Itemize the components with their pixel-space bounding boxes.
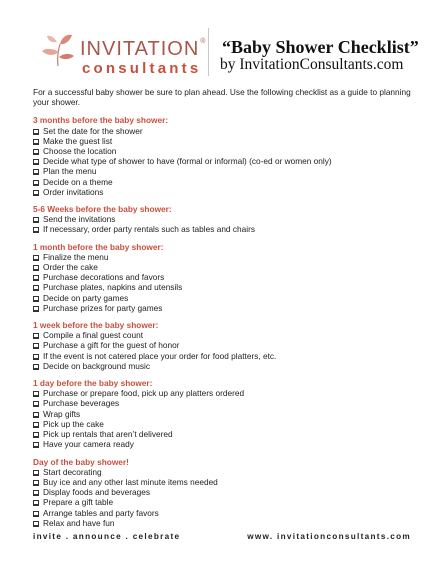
checklist-item-label: Have your camera ready xyxy=(43,439,134,450)
checkbox-icon[interactable] xyxy=(33,343,39,349)
footer-website: www. invitationconsultants.com xyxy=(247,532,411,541)
checklist-item-label: Purchase a gift for the guest of honor xyxy=(43,340,180,351)
checkbox-icon[interactable] xyxy=(33,285,39,291)
checklist-item-label: Pick up the cake xyxy=(43,418,104,429)
page-header xyxy=(0,0,440,82)
checklist-item-label: If the event is not catered place your order for food platters, etc. xyxy=(43,350,277,361)
checklist-item[interactable] xyxy=(33,187,413,197)
checklist-item[interactable] xyxy=(33,477,413,487)
checklist-item[interactable] xyxy=(33,467,413,477)
checklist-item-label: Purchase or prepare food, pick up any platters ordered xyxy=(43,388,245,399)
checkbox-icon[interactable] xyxy=(33,442,39,448)
checkbox-icon[interactable] xyxy=(33,139,39,145)
checklist-item-label: Decide on a theme xyxy=(43,176,113,187)
checklist-item[interactable] xyxy=(33,166,413,176)
checklist-item-label: Purchase prizes for party games xyxy=(43,302,163,313)
checkbox-icon[interactable] xyxy=(33,190,39,196)
checklist-item-label: Make the guest list xyxy=(43,135,113,146)
leaf-flourish-icon xyxy=(38,30,78,70)
checkbox-icon[interactable] xyxy=(33,306,39,312)
section-title: 3 months before the baby shower: xyxy=(33,115,169,126)
checkbox-icon[interactable] xyxy=(33,149,39,155)
checklist-item[interactable] xyxy=(33,439,413,449)
checklist-item[interactable] xyxy=(33,429,413,439)
checkbox-icon[interactable] xyxy=(33,265,39,271)
checklist-item[interactable] xyxy=(33,487,413,497)
brand-name-bottom: consultants xyxy=(82,60,202,77)
checklist-item[interactable] xyxy=(33,177,413,187)
checkbox-icon[interactable] xyxy=(33,401,39,407)
checkbox-icon[interactable] xyxy=(33,159,39,165)
checkbox-icon[interactable] xyxy=(33,422,39,428)
checkbox-icon[interactable] xyxy=(33,129,39,135)
checkbox-icon[interactable] xyxy=(33,255,39,261)
checkbox-icon[interactable] xyxy=(33,296,39,302)
checklist-item-label: Decide on party games xyxy=(43,292,129,303)
checklist-item[interactable] xyxy=(33,282,413,292)
checklist-item[interactable] xyxy=(33,252,413,262)
checklist-item-label: Send the invitations xyxy=(43,214,116,225)
checklist-item[interactable] xyxy=(33,497,413,507)
checkbox-icon[interactable] xyxy=(33,490,39,496)
section-title: 1 week before the baby shower: xyxy=(33,320,159,331)
checklist-section xyxy=(33,242,413,313)
brand-name-top: INVITATION® xyxy=(80,38,207,60)
checkbox-icon[interactable] xyxy=(33,521,39,527)
checklist-item[interactable] xyxy=(33,518,413,528)
checklist-item-label: Purchase decorations and favors xyxy=(43,272,165,283)
checkbox-icon[interactable] xyxy=(33,333,39,339)
registered-mark: ® xyxy=(200,38,207,45)
checklist-item[interactable] xyxy=(33,419,413,429)
checklist-item-label: Wrap gifts xyxy=(43,408,81,419)
checklist-item[interactable] xyxy=(33,146,413,156)
checklist-section xyxy=(33,320,413,371)
checklist-item[interactable] xyxy=(33,126,413,136)
checklist-item-label: Purchase plates, napkins and utensils xyxy=(43,282,183,293)
checkbox-icon[interactable] xyxy=(33,480,39,486)
checklist-item[interactable] xyxy=(33,224,413,234)
checklist-item[interactable] xyxy=(33,303,413,313)
page-subtitle: by InvitationConsultants.com xyxy=(220,56,404,73)
checklist-item[interactable] xyxy=(33,409,413,419)
section-title: 5-6 Weeks before the baby shower: xyxy=(33,204,172,215)
checkbox-icon[interactable] xyxy=(33,217,39,223)
checklist-item[interactable] xyxy=(33,330,413,340)
checkbox-icon[interactable] xyxy=(33,169,39,175)
checklist-item[interactable] xyxy=(33,351,413,361)
checkbox-icon[interactable] xyxy=(33,470,39,476)
checkbox-icon[interactable] xyxy=(33,432,39,438)
checkbox-icon[interactable] xyxy=(33,227,39,233)
checklist-item-label: Compile a final guest count xyxy=(43,330,144,341)
checklist-item-label: Display foods and beverages xyxy=(43,487,151,498)
section-title: Day of the baby shower! xyxy=(33,456,129,467)
checklist-item-label: Decide on background music xyxy=(43,360,150,371)
checkbox-icon[interactable] xyxy=(33,354,39,360)
checklist-item-label: Set the date for the shower xyxy=(43,125,143,136)
checklist-item[interactable] xyxy=(33,262,413,272)
checklist-item-label: Pick up rentals that aren’t delivered xyxy=(43,429,173,440)
checklist-item[interactable] xyxy=(33,398,413,408)
checklist-item[interactable] xyxy=(33,340,413,350)
checklist-item-label: Decide what type of shower to have (formal or informal) (co-ed or women only) xyxy=(43,156,332,167)
checklist-item[interactable] xyxy=(33,156,413,166)
footer-tagline: invite . announce . celebrate xyxy=(33,532,181,541)
section-title: 1 month before the baby shower: xyxy=(33,241,164,252)
checklist-item[interactable] xyxy=(33,388,413,398)
checklist-item[interactable] xyxy=(33,293,413,303)
checklist-section xyxy=(33,115,413,197)
checklist-item[interactable] xyxy=(33,272,413,282)
checklist-section xyxy=(33,204,413,235)
checkbox-icon[interactable] xyxy=(33,275,39,281)
checkbox-icon[interactable] xyxy=(33,364,39,370)
checklist-item-label: Finalize the menu xyxy=(43,251,109,262)
checkbox-icon[interactable] xyxy=(33,391,39,397)
checkbox-icon[interactable] xyxy=(33,412,39,418)
checklist-section xyxy=(33,378,413,449)
checklist-content xyxy=(33,87,413,535)
intro-text: For a successful baby shower be sure to plan ahead. Use the following checklist as a guide to planning your shower. xyxy=(33,87,411,108)
brand-logo xyxy=(38,30,208,75)
checklist-item-label: Order the cake xyxy=(43,262,98,273)
checklist-item-label: Buy ice and any other last minute items needed xyxy=(43,476,218,487)
checklist-item-label: Order invitations xyxy=(43,186,104,197)
checklist-item-label: Start decorating xyxy=(43,466,102,477)
checkbox-icon[interactable] xyxy=(33,500,39,506)
checklist-item-label: Prepare a gift table xyxy=(43,497,114,508)
checklist-section xyxy=(33,457,413,528)
checklist-sections xyxy=(33,115,413,528)
checkbox-icon[interactable] xyxy=(33,180,39,186)
checklist-item-label: Choose the location xyxy=(43,146,117,157)
checklist-item-label: Purchase beverages xyxy=(43,398,120,409)
header-divider xyxy=(208,28,209,76)
checklist-item-label: Plan the menu xyxy=(43,166,97,177)
checklist-item[interactable] xyxy=(33,361,413,371)
page-title: “Baby Shower Checklist” xyxy=(222,37,419,57)
checklist-item[interactable] xyxy=(33,136,413,146)
checklist-item[interactable] xyxy=(33,214,413,224)
checkbox-icon[interactable] xyxy=(33,511,39,517)
checklist-item-label: If necessary, order party rentals such as tables and chairs xyxy=(43,224,255,235)
section-title: 1 day before the baby shower: xyxy=(33,378,153,389)
checklist-item-label: Relax and have fun xyxy=(43,517,115,528)
checklist-item-label: Arrange tables and party favors xyxy=(43,507,159,518)
checklist-item[interactable] xyxy=(33,508,413,518)
